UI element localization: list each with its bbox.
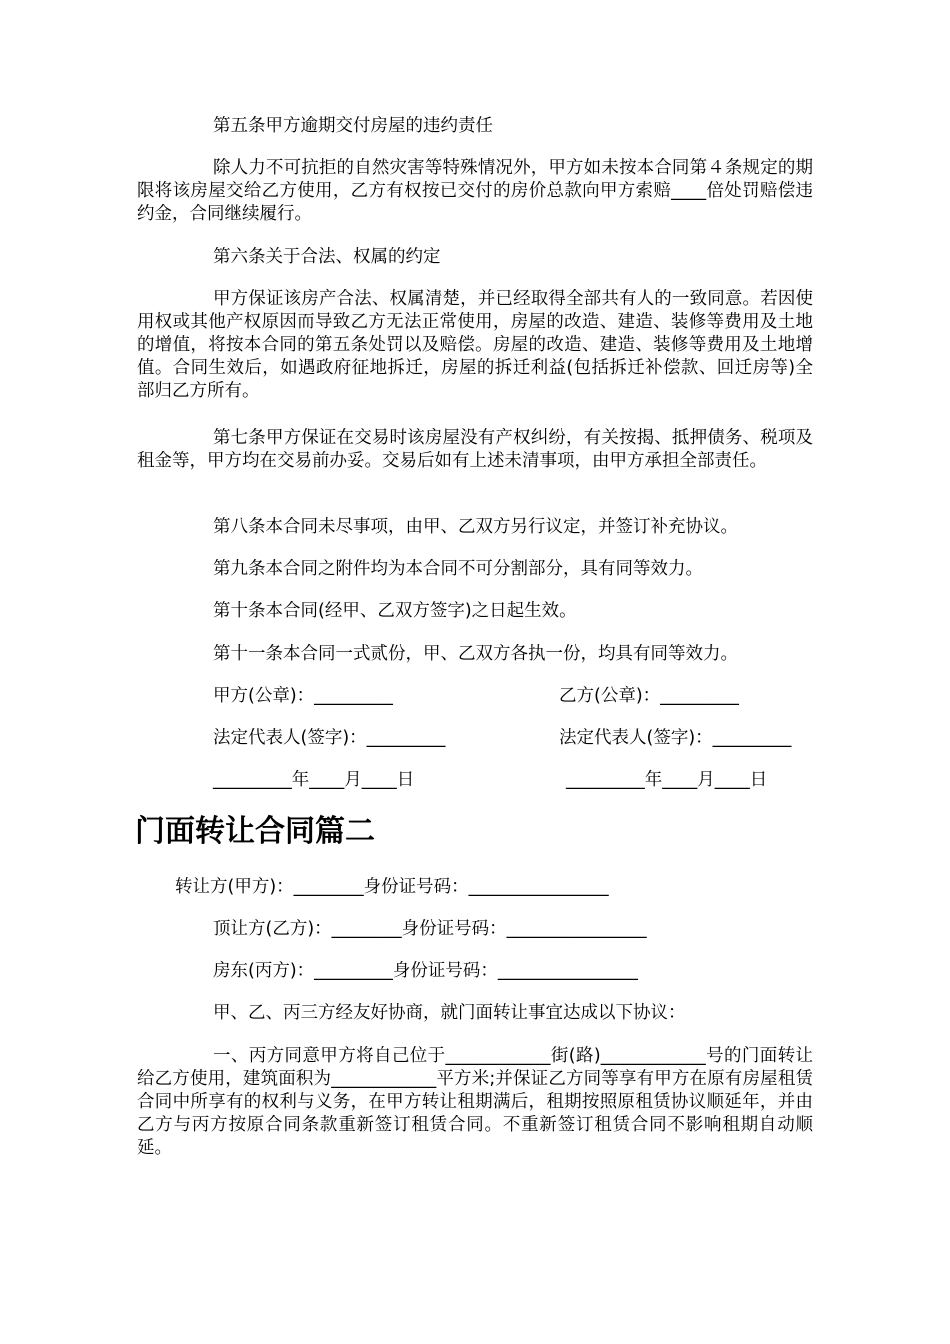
section5-body: 除人力不可抗拒的自然灾害等特殊情况外，甲方如未按本合同第４条规定的期限将该房屋交给乙方使用，乙方有权按已交付的房价总款向甲方索赔____倍处罚赔偿违约金，合同继续履行。 — [137, 158, 813, 224]
party-b-representative: 法定代表人(签字)：_________ — [559, 728, 792, 748]
section11: 第十一条本合同一式贰份，甲、乙双方各执一份，均具有同等效力。 — [213, 644, 738, 664]
party-a-date: _________年____月____日 — [213, 770, 415, 790]
landlord-line: 房东(丙方)：_________身份证号码：________________ — [213, 961, 638, 981]
section5-heading: 第五条甲方逾期交付房屋的违约责任 — [213, 116, 493, 136]
party-b-seal: 乙方(公章)：_________ — [559, 686, 739, 706]
section6-heading: 第六条关于合法、权属的约定 — [213, 247, 441, 267]
section7: 第七条甲方保证在交易时该房屋没有产权纠纷，有关按揭、抵押债务、税项及租金等，甲方均在交易前办妥。交易后如有上述未清事项，由甲方承担全部责任。 — [137, 428, 813, 471]
section-title: 门面转让合同篇二 — [135, 814, 375, 849]
section6-body: 甲方保证该房产合法、权属清楚，并已经取得全部共有人的一致同意。若因使用权或其他产权原因而导致乙方无法正常使用，房屋的改造、建造、装修等费用及土地的增值，将按本合同的第五条处罚以及赔偿。房屋的改造、建造、装修等费用及土地增值。合同生效后，如遇政府征地拆迁，房屋的拆迁利益(包括拆迁补偿款、回迁房等)全部归乙方所有。 — [137, 289, 813, 401]
transferee-line: 顶让方(乙方)：________身份证号码：________________ — [213, 919, 647, 939]
party-a-seal: 甲方(公章)：_________ — [213, 686, 393, 706]
section9: 第九条本合同之附件均为本合同不可分割部分，具有同等效力。 — [213, 559, 703, 579]
section8: 第八条本合同未尽事项，由甲、乙双方另行议定，并签订补充协议。 — [213, 517, 738, 537]
transferor-line: 转让方(甲方)：________身份证号码：________________ — [175, 877, 609, 897]
party-a-representative: 法定代表人(签字)：_________ — [213, 728, 446, 748]
section10: 第十条本合同(经甲、乙双方签字)之日起生效。 — [213, 601, 577, 621]
party-b-date: _________年____月____日 — [566, 770, 768, 790]
clause-1: 一、丙方同意甲方将自己位于____________街(路)____________号的门面转让给乙方使用，建筑面积为____________平方米;并保证乙方同等享有甲方在原有房屋租赁合同中所享有的权利与义务，在甲方转让租期满后，租期按照原租赁协议顺延年，并由乙方与丙方按原合同条款重新签订租赁合同。不重新签订租赁合同不影响租期自动顺延。 — [137, 1046, 813, 1158]
intro-paragraph: 甲、乙、丙三方经友好协商，就门面转让事宜达成以下协议： — [213, 1003, 686, 1023]
